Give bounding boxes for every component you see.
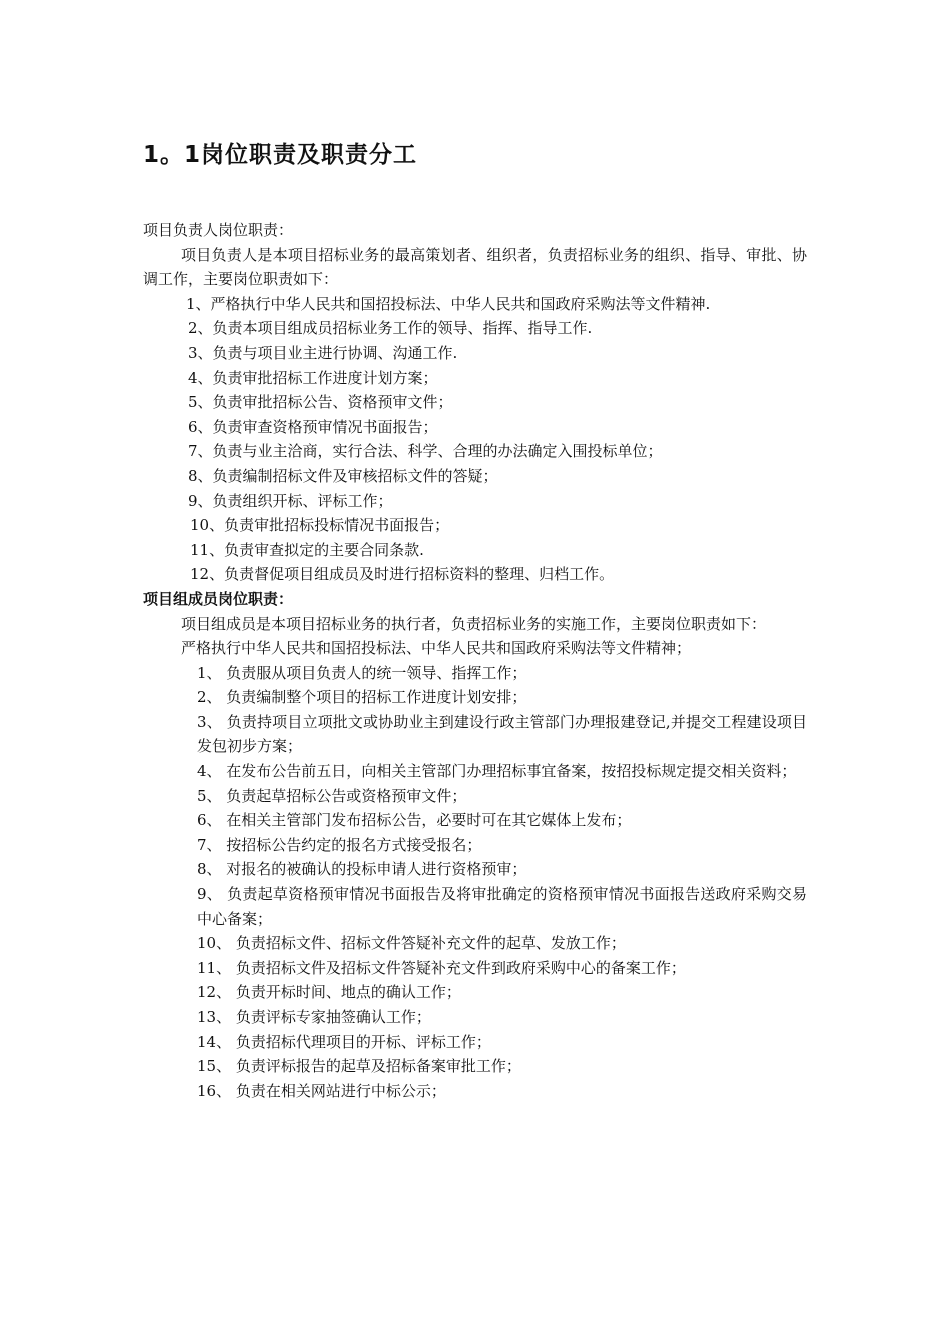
member-heading: 项目组成员岗位职责： <box>143 589 294 608</box>
section-title: 1。1岗位职责及职责分工 <box>143 142 418 168</box>
member-intro: 项目组成员是本项目招标业务的执行者，负责招标业务的实施工作，主要岗位职责如下： <box>181 614 767 633</box>
member-item: 12、 负责开标时间、地点的确认工作； <box>197 983 461 1002</box>
member-item: 16、 负责在相关网站进行中标公示； <box>197 1081 446 1100</box>
member-item: 1、 负责服从项目负责人的统一领导、指挥工作； <box>197 663 527 682</box>
leader-item: 10、负责审批招标投标情况书面报告； <box>190 516 450 535</box>
document-body <box>143 218 807 1103</box>
leader-item: 4、负责审批招标工作进度计划方案； <box>188 368 438 387</box>
member-item: 5、 负责起草招标公告或资格预审文件； <box>197 786 467 805</box>
member-item: 3、 负责持项目立项批文或协助业主到建设行政主管部门办理报建登记,并提交工程建设项目发包初步方案； <box>197 712 807 756</box>
member-item: 14、 负责招标代理项目的开标、评标工作； <box>197 1032 491 1051</box>
leader-item: 8、负责编制招标文件及审核招标文件的答疑； <box>188 466 498 485</box>
leader-item: 5、负责审批招标公告、资格预审文件； <box>188 393 453 412</box>
leader-item: 7、负责与业主洽商，实行合法、科学、合理的办法确定入围投标单位； <box>188 442 663 461</box>
member-item: 9、 负责起草资格预审情况书面报告及将审批确定的资格预审情况书面报告送政府采购交易中心备案； <box>197 885 807 928</box>
leader-item: 3、负责与项目业主进行协调、沟通工作. <box>188 343 458 362</box>
member-item: 10、 负责招标文件、招标文件答疑补充文件的起草、发放工作； <box>197 934 626 953</box>
leader-item: 2、负责本项目组成员招标业务工作的领导、指挥、指导工作. <box>188 319 593 338</box>
leader-heading: 项目负责人岗位职责： <box>143 221 294 239</box>
member-item: 4、 在发布公告前五日，向相关主管部门办理招标事宜备案，按招投标规定提交相关资料； <box>197 762 797 781</box>
member-item: 7、 按招标公告约定的报名方式接受报名； <box>197 835 482 854</box>
member-item: 8、 对报名的被确认的投标申请人进行资格预审； <box>197 860 527 879</box>
leader-item: 9、负责组织开标、评标工作； <box>188 491 393 510</box>
member-item: 6、 在相关主管部门发布招标公告，必要时可在其它媒体上发布； <box>197 811 632 830</box>
leader-item: 11、负责审查拟定的主要合同条款. <box>190 540 424 559</box>
member-item: 15、 负责评标报告的起草及招标备案审批工作； <box>197 1057 521 1076</box>
leader-item: 1、严格执行中华人民共和国招投标法、中华人民共和国政府采购法等文件精神. <box>186 294 711 313</box>
member-item: 2、 负责编制整个项目的招标工作进度计划安排； <box>197 688 527 707</box>
member-item: 11、 负责招标文件及招标文件答疑补充文件到政府采购中心的备案工作； <box>197 958 686 977</box>
leader-intro: 项目负责人是本项目招标业务的最高策划者、组织者，负责招标业务的组织、指导、审批、协调工作，主要岗位职责如下： <box>143 245 807 289</box>
leader-item: 12、负责督促项目组成员及时进行招标资料的整理、归档工作。 <box>190 565 615 584</box>
member-item: 13、 负责评标专家抽签确认工作； <box>197 1008 431 1026</box>
member-principle: 严格执行中华人民共和国招投标法、中华人民共和国政府采购法等文件精神； <box>181 639 692 658</box>
leader-item: 6、负责审查资格预审情况书面报告； <box>188 417 438 436</box>
